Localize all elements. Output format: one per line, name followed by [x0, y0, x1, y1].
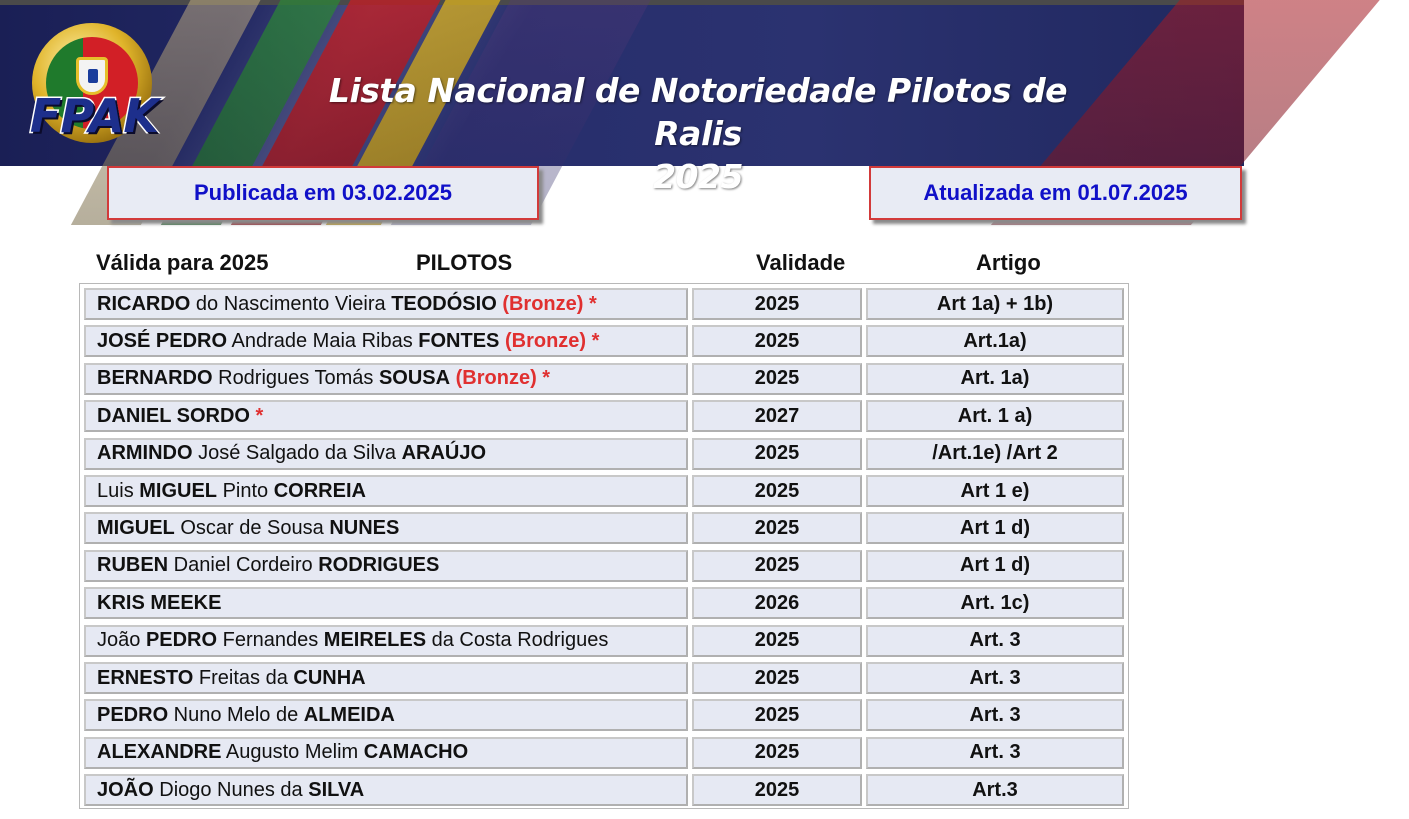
pilot-name-part: NUNES	[329, 516, 400, 539]
table-row	[84, 662, 1124, 694]
pilot-name-cell	[84, 325, 688, 357]
article-cell: Art. 1c)	[866, 587, 1124, 619]
table-row	[84, 550, 1124, 582]
title-line-1: Lista Nacional de Notoriedade Pilotos de Ralis	[328, 71, 1068, 153]
article-cell: Art 1 d)	[866, 550, 1124, 582]
pilot-name-part: MEIRELES	[323, 629, 427, 652]
validity-cell: 2025	[692, 625, 862, 657]
pilot-name-part: CAMACHO	[363, 741, 469, 764]
pilot-name-part: ARMINDO	[97, 442, 193, 465]
pilot-name-cell	[84, 587, 688, 619]
table-row	[84, 737, 1124, 769]
pilot-name-part: RODRIGUES	[318, 554, 440, 577]
pilot-name-part: DANIEL SORDO	[97, 404, 250, 427]
pilot-name-part: José Salgado da Silva	[192, 442, 402, 465]
pilot-name-cell	[84, 699, 688, 731]
pilot-name-part: Oscar de Sousa	[174, 516, 330, 539]
table-row	[84, 400, 1124, 432]
pilot-name-part: Diogo Nunes da	[153, 778, 309, 801]
validity-cell: 2025	[692, 325, 862, 357]
table-row	[84, 475, 1124, 507]
article-cell: Art 1 d)	[866, 512, 1124, 544]
pilot-name-cell	[84, 400, 688, 432]
pilots-table	[79, 283, 1129, 809]
pilot-note: *	[249, 404, 264, 427]
pilot-name-part: ALMEIDA	[303, 703, 395, 726]
pilot-name-cell	[84, 737, 688, 769]
validity-cell: 2025	[692, 662, 862, 694]
pilot-name-part: CORREIA	[273, 479, 366, 502]
pilot-name-part: Rodrigues Tomás	[212, 367, 379, 390]
validity-cell: 2025	[692, 512, 862, 544]
article-cell: Art 1 e)	[866, 475, 1124, 507]
logo-text: FPAK	[29, 89, 159, 143]
table-row	[84, 774, 1124, 806]
validity-cell: 2027	[692, 400, 862, 432]
pilot-name-part: RUBEN	[97, 554, 169, 577]
table-row	[84, 288, 1124, 320]
validity-cell: 2025	[692, 288, 862, 320]
pilot-name-part: PEDRO	[97, 703, 169, 726]
column-header-validity: Validade	[756, 250, 846, 275]
validity-cell: 2025	[692, 363, 862, 395]
validity-cell: 2026	[692, 587, 862, 619]
pilot-name-part: CUNHA	[293, 666, 366, 689]
pilot-name-part: da Costa Rodrigues	[426, 629, 609, 652]
table-row	[84, 699, 1124, 731]
pilot-name-cell	[84, 363, 688, 395]
pilot-name-part: MIGUEL	[139, 479, 218, 502]
pilot-name-cell	[84, 774, 688, 806]
table-row	[84, 512, 1124, 544]
pilot-name-part: Fernandes	[217, 629, 324, 652]
pilot-note: (Bronze) *	[499, 329, 600, 352]
pilot-name-cell	[84, 288, 688, 320]
article-cell: Art. 1 a)	[866, 400, 1124, 432]
pilot-name-part: Daniel Cordeiro	[168, 554, 319, 577]
validity-cell: 2025	[692, 550, 862, 582]
pilot-name-cell	[84, 512, 688, 544]
pilot-name-part: Nuno Melo de	[168, 703, 304, 726]
pilot-name-part: MIGUEL	[97, 516, 175, 539]
pilot-name-cell	[84, 625, 688, 657]
pilot-name-part: Andrade Maia Ribas	[227, 329, 419, 352]
pilot-name-part: do Nascimento Vieira	[190, 292, 392, 315]
column-header-pilots: PILOTOS	[416, 250, 513, 275]
pilot-name-part: SOUSA	[378, 367, 451, 390]
pilot-name-part: KRIS MEEKE	[97, 591, 222, 614]
pilot-name-cell	[84, 550, 688, 582]
article-cell: Art. 3	[866, 737, 1124, 769]
pilot-name-cell	[84, 475, 688, 507]
pilot-name-part: ERNESTO	[97, 666, 194, 689]
validity-cell: 2025	[692, 438, 862, 470]
pilot-name-part: TEODÓSIO	[391, 292, 497, 315]
pilot-name-part: Pinto	[217, 479, 274, 502]
table-row	[84, 325, 1124, 357]
fpak-logo	[26, 23, 162, 153]
pilot-name-part: BERNARDO	[97, 367, 213, 390]
column-header-article: Artigo	[976, 250, 1041, 275]
validity-cell: 2025	[692, 699, 862, 731]
pilot-note: (Bronze) *	[496, 292, 597, 315]
pilot-name-part: JOÃO	[97, 778, 154, 801]
table-row	[84, 587, 1124, 619]
pilot-note: (Bronze) *	[450, 367, 551, 390]
pilot-name-part: JOSÉ PEDRO	[97, 329, 228, 352]
article-cell: Art. 1a)	[866, 363, 1124, 395]
pilot-name-part: ARAÚJO	[401, 442, 487, 465]
article-cell: Art 1a) + 1b)	[866, 288, 1124, 320]
table-row	[84, 363, 1124, 395]
article-cell: Art.3	[866, 774, 1124, 806]
validity-cell: 2025	[692, 475, 862, 507]
validity-cell: 2025	[692, 774, 862, 806]
pilot-name-part: ALEXANDRE	[97, 741, 222, 764]
title-line-2: 2025	[653, 157, 743, 196]
pilot-name-part: PEDRO	[145, 629, 218, 652]
article-cell: Art. 3	[866, 625, 1124, 657]
updated-date-box: Atualizada em 01.07.2025	[869, 166, 1242, 220]
pilot-name-cell	[84, 662, 688, 694]
table-row	[84, 625, 1124, 657]
article-cell: Art.1a)	[866, 325, 1124, 357]
table-row	[84, 438, 1124, 470]
published-date-box: Publicada em 03.02.2025	[107, 166, 539, 220]
column-header-valid-for: Válida para 2025	[96, 250, 269, 275]
article-cell: Art. 3	[866, 699, 1124, 731]
article-cell: Art. 3	[866, 662, 1124, 694]
pilot-name-part: João	[97, 629, 146, 652]
validity-cell: 2025	[692, 737, 862, 769]
pilot-name-part: Augusto Melim	[221, 741, 364, 764]
pilot-name-part: Luis	[97, 479, 140, 502]
pilot-name-part: Freitas da	[193, 666, 294, 689]
article-cell: /Art.1e) /Art 2	[866, 438, 1124, 470]
pilot-name-part: FONTES	[418, 329, 500, 352]
pilot-name-cell	[84, 438, 688, 470]
pilot-name-part: RICARDO	[97, 292, 191, 315]
pilot-name-part: SILVA	[308, 778, 365, 801]
